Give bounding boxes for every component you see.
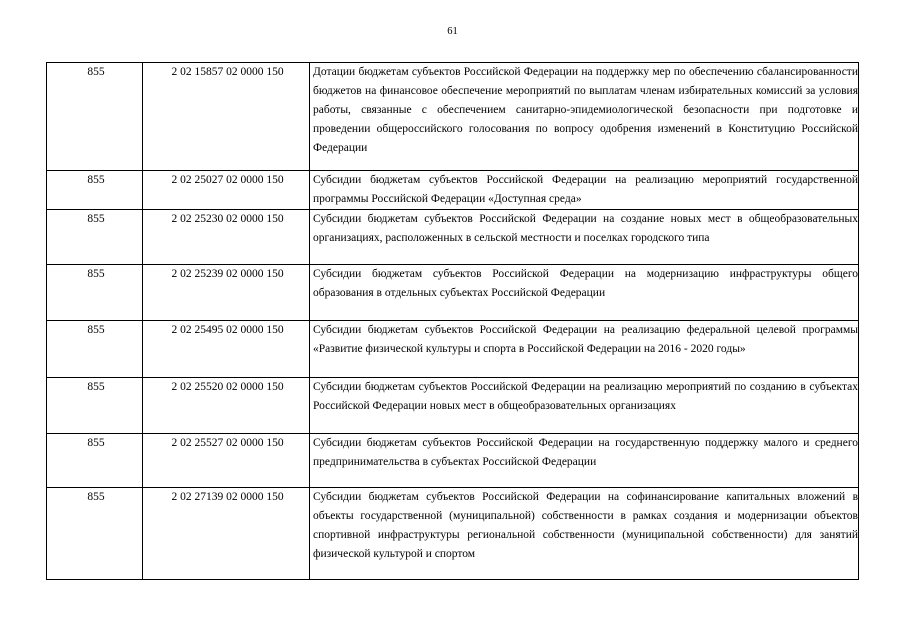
admin-code-cell: 855 <box>47 488 143 580</box>
table-row <box>47 171 859 210</box>
kbk-cell: 2 02 25527 02 0000 150 <box>143 434 310 488</box>
admin-code-cell: 855 <box>47 63 143 171</box>
admin-code-cell: 855 <box>47 210 143 265</box>
kbk-cell: 2 02 27139 02 0000 150 <box>143 488 310 580</box>
table-row <box>47 378 859 434</box>
revenue-name-cell: Субсидии бюджетам субъектов Российской Федерации на реализацию федеральной целевой программы «Развитие физической культуры и спорта в Российской Федерации на 2016 - 2020 годы» <box>310 321 859 378</box>
admin-code-cell: 855 <box>47 434 143 488</box>
revenue-name-cell: Дотации бюджетам субъектов Российской Федерации на поддержку мер по обеспечению сбалансированности бюджетов на финансовое обеспечение мероприятий по выплатам членам избирательных комиссий за условия работы, связанные с обеспечением санитарно-эпидемиологической безопасности при подготовке и проведении общероссийского голосования по вопросу одобрения изменений в Конституцию Российской Федерации <box>310 63 859 171</box>
revenue-name-cell: Субсидии бюджетам субъектов Российской Федерации на реализацию мероприятий по созданию в субъектах Российской Федерации новых мест в общеобразовательных организациях <box>310 378 859 434</box>
revenue-name-cell: Субсидии бюджетам субъектов Российской Федерации на модернизацию инфраструктуры общего образования в отдельных субъектах Российской Федерации <box>310 265 859 321</box>
kbk-cell: 2 02 25495 02 0000 150 <box>143 321 310 378</box>
admin-code-cell: 855 <box>47 378 143 434</box>
page-number: 61 <box>447 26 458 37</box>
kbk-cell: 2 02 25520 02 0000 150 <box>143 378 310 434</box>
table-row <box>47 488 859 580</box>
kbk-cell: 2 02 15857 02 0000 150 <box>143 63 310 171</box>
table-row <box>47 265 859 321</box>
admin-code-cell: 855 <box>47 265 143 321</box>
kbk-cell: 2 02 25239 02 0000 150 <box>143 265 310 321</box>
revenue-code-table <box>46 62 859 580</box>
kbk-cell: 2 02 25027 02 0000 150 <box>143 171 310 210</box>
admin-code-cell: 855 <box>47 171 143 210</box>
revenue-name-cell: Субсидии бюджетам субъектов Российской Федерации на создание новых мест в общеобразовательных организациях, расположенных в сельской местности и поселках городского типа <box>310 210 859 265</box>
table-row <box>47 321 859 378</box>
table-row <box>47 63 859 171</box>
revenue-name-cell: Субсидии бюджетам субъектов Российской Федерации на государственную поддержку малого и среднего предпринимательства в субъектах Российской Федерации <box>310 434 859 488</box>
revenue-name-cell: Субсидии бюджетам субъектов Российской Федерации на реализацию мероприятий государственной программы Российской Федерации «Доступная среда» <box>310 171 859 210</box>
admin-code-cell: 855 <box>47 321 143 378</box>
kbk-cell: 2 02 25230 02 0000 150 <box>143 210 310 265</box>
table-row <box>47 434 859 488</box>
revenue-name-cell: Субсидии бюджетам субъектов Российской Федерации на софинансирование капитальных вложений в объекты государственной (муниципальной) собственности в рамках создания и модернизации объектов спортивной инфраструктуры региональной собственности (муниципальной собственности) для занятий физической культурой и спортом <box>310 488 859 580</box>
table-row <box>47 210 859 265</box>
